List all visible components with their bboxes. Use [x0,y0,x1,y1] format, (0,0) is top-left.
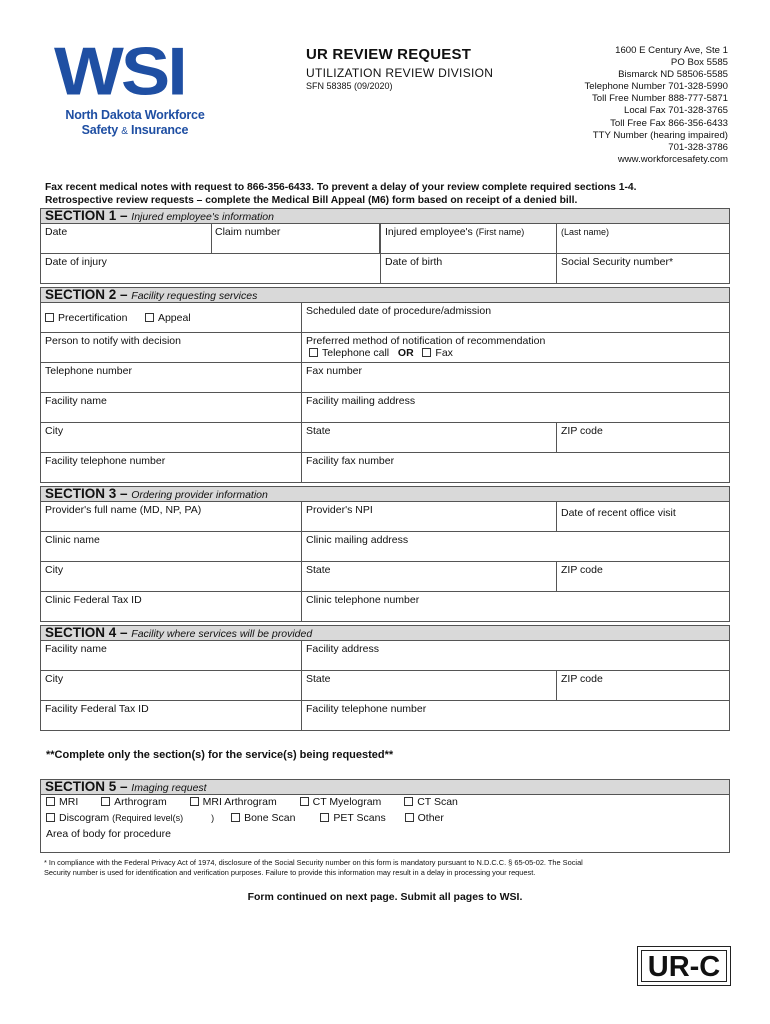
instruction-line: Fax recent medical notes with request to 866-356-6433. To prevent a delay of your review complete required sections 1-4. [45,182,637,193]
date-of-birth-field[interactable]: Date of birth [380,253,557,284]
notice-line: Security number is used for identification and verification purposes. Failure to provide this information may result in a delay in processing your request. [44,868,536,877]
logo-line-1: North Dakota Workforce [65,108,205,122]
service-city-field[interactable]: City [40,670,302,701]
section-1-header: SECTION 1 – Injured employee's information [40,208,730,224]
logo-line-2: Safety & Insurance [81,123,189,137]
contact-line: Toll Free Fax 866-356-6433 [610,117,728,129]
ct-scan-checkbox[interactable] [404,797,413,806]
ssn-field[interactable]: Social Security number* [556,253,730,284]
appeal-checkbox[interactable] [145,313,154,322]
contact-line: Telephone Number 701-328-5990 [584,81,728,93]
request-type-options: Precertification Appeal [40,302,302,333]
service-facility-tax-id-field[interactable]: Facility Federal Tax ID [40,700,302,731]
wsi-logo: WSI [54,32,185,110]
telephone-call-checkbox[interactable] [309,348,318,357]
contact-block [585,45,728,166]
state-field[interactable]: State [301,422,557,453]
facility-mailing-address-field[interactable]: Facility mailing address [301,392,730,423]
discogram-checkbox[interactable] [46,813,55,822]
zip-code-field[interactable]: ZIP code [556,422,730,453]
privacy-notice [44,858,734,878]
instruction-line: Retrospective review requests – complete the Medical Bill Appeal (M6) form based on receipt of a denied bill. [45,194,578,206]
facility-name-field[interactable]: Facility name [40,392,302,423]
instructions [45,182,637,207]
imaging-row-1: MRI Arthrogram MRI Arthrogram CT Myelogram CT Scan [46,796,458,808]
form-title: UR REVIEW REQUEST [306,46,472,63]
employee-last-name-field[interactable]: (Last name) [556,223,730,254]
section-4-header: SECTION 4 – Facility where services will be provided [40,625,730,641]
telephone-number-field[interactable]: Telephone number [40,362,302,393]
provider-npi-field[interactable]: Provider's NPI [301,501,557,532]
service-facility-address-field[interactable]: Facility address [301,640,730,671]
facility-telephone-field[interactable]: Facility telephone number [40,452,302,483]
fax-number-field[interactable]: Fax number [301,362,730,393]
logo-caption [60,108,210,139]
contact-line: Local Fax 701-328-3765 [623,105,728,117]
continued-note: Form continued on next page. Submit all pages to WSI. [247,891,523,903]
clinic-state-field[interactable]: State [301,561,557,592]
clinic-zip-field[interactable]: ZIP code [556,561,730,592]
mri-arthrogram-checkbox[interactable] [190,797,199,806]
clinic-city-field[interactable]: City [40,561,302,592]
clinic-mailing-address-field[interactable]: Clinic mailing address [301,531,730,562]
date-field[interactable]: Date [40,223,212,254]
clinic-tax-id-field[interactable]: Clinic Federal Tax ID [40,591,302,622]
other-checkbox[interactable] [405,813,414,822]
clinic-name-field[interactable]: Clinic name [40,531,302,562]
clinic-telephone-field[interactable]: Clinic telephone number [301,591,730,622]
office-visit-date-field[interactable]: Date of recent office visit [556,501,730,532]
section-2-header: SECTION 2 – Facility requesting services [40,287,730,303]
form-code-box [637,946,731,986]
service-facility-telephone-field[interactable]: Facility telephone number [301,700,730,731]
contact-line: TTY Number (hearing impaired) [592,129,728,141]
form-code: UR-C [641,950,727,982]
precertification-checkbox[interactable] [45,313,54,322]
form-subtitle: UTILIZATION REVIEW DIVISION [306,66,494,80]
service-facility-name-field[interactable]: Facility name [40,640,302,671]
notice-line: * In compliance with the Federal Privacy Act of 1974, disclosure of the Social Security number on this form is mandatory pursuant to N.D.C.C. § 65-05-02. The Social [44,858,583,867]
scheduled-date-field[interactable]: Scheduled date of procedure/admission [301,302,730,333]
city-field[interactable]: City [40,422,302,453]
section-5-header: SECTION 5 – Imaging request [40,779,730,795]
employee-first-name-field[interactable]: Injured employee's (First name) [380,223,557,254]
provider-name-field[interactable]: Provider's full name (MD, NP, PA) [40,501,302,532]
notification-method: Preferred method of notification of recommendation Telephone call OR Fax [301,332,730,363]
ct-myelogram-checkbox[interactable] [300,797,309,806]
service-zip-field[interactable]: ZIP code [556,670,730,701]
imaging-row-2: Discogram (Required level(s) ) Bone Scan PET Scans Other [46,812,444,824]
bone-scan-checkbox[interactable] [231,813,240,822]
service-state-field[interactable]: State [301,670,557,701]
fax-checkbox[interactable] [422,348,431,357]
mri-checkbox[interactable] [46,797,55,806]
form-number: SFN 58385 (09/2020) [306,81,393,91]
complete-note: **Complete only the section(s) for the service(s) being requested** [46,749,394,761]
contact-line: 1600 E Century Ave, Ste 1 [615,45,728,56]
contact-line: Bismarck ND 58506-5585 [618,69,728,81]
claim-number-field[interactable]: Claim number [211,223,380,254]
facility-fax-field[interactable]: Facility fax number [301,452,730,483]
arthrogram-checkbox[interactable] [101,797,110,806]
contact-line: Toll Free Number 888-777-5871 [592,93,728,105]
pet-scans-checkbox[interactable] [320,813,329,822]
contact-line: 701-328-3786 [668,141,728,153]
contact-line: PO Box 5585 [670,57,728,69]
contact-line: www.workforcesafety.com [617,153,728,165]
date-of-injury-field[interactable]: Date of injury [40,253,381,284]
person-to-notify-field[interactable]: Person to notify with decision [40,332,302,363]
area-of-body-field[interactable]: Area of body for procedure [46,828,171,840]
section-3-header: SECTION 3 – Ordering provider information [40,486,730,502]
